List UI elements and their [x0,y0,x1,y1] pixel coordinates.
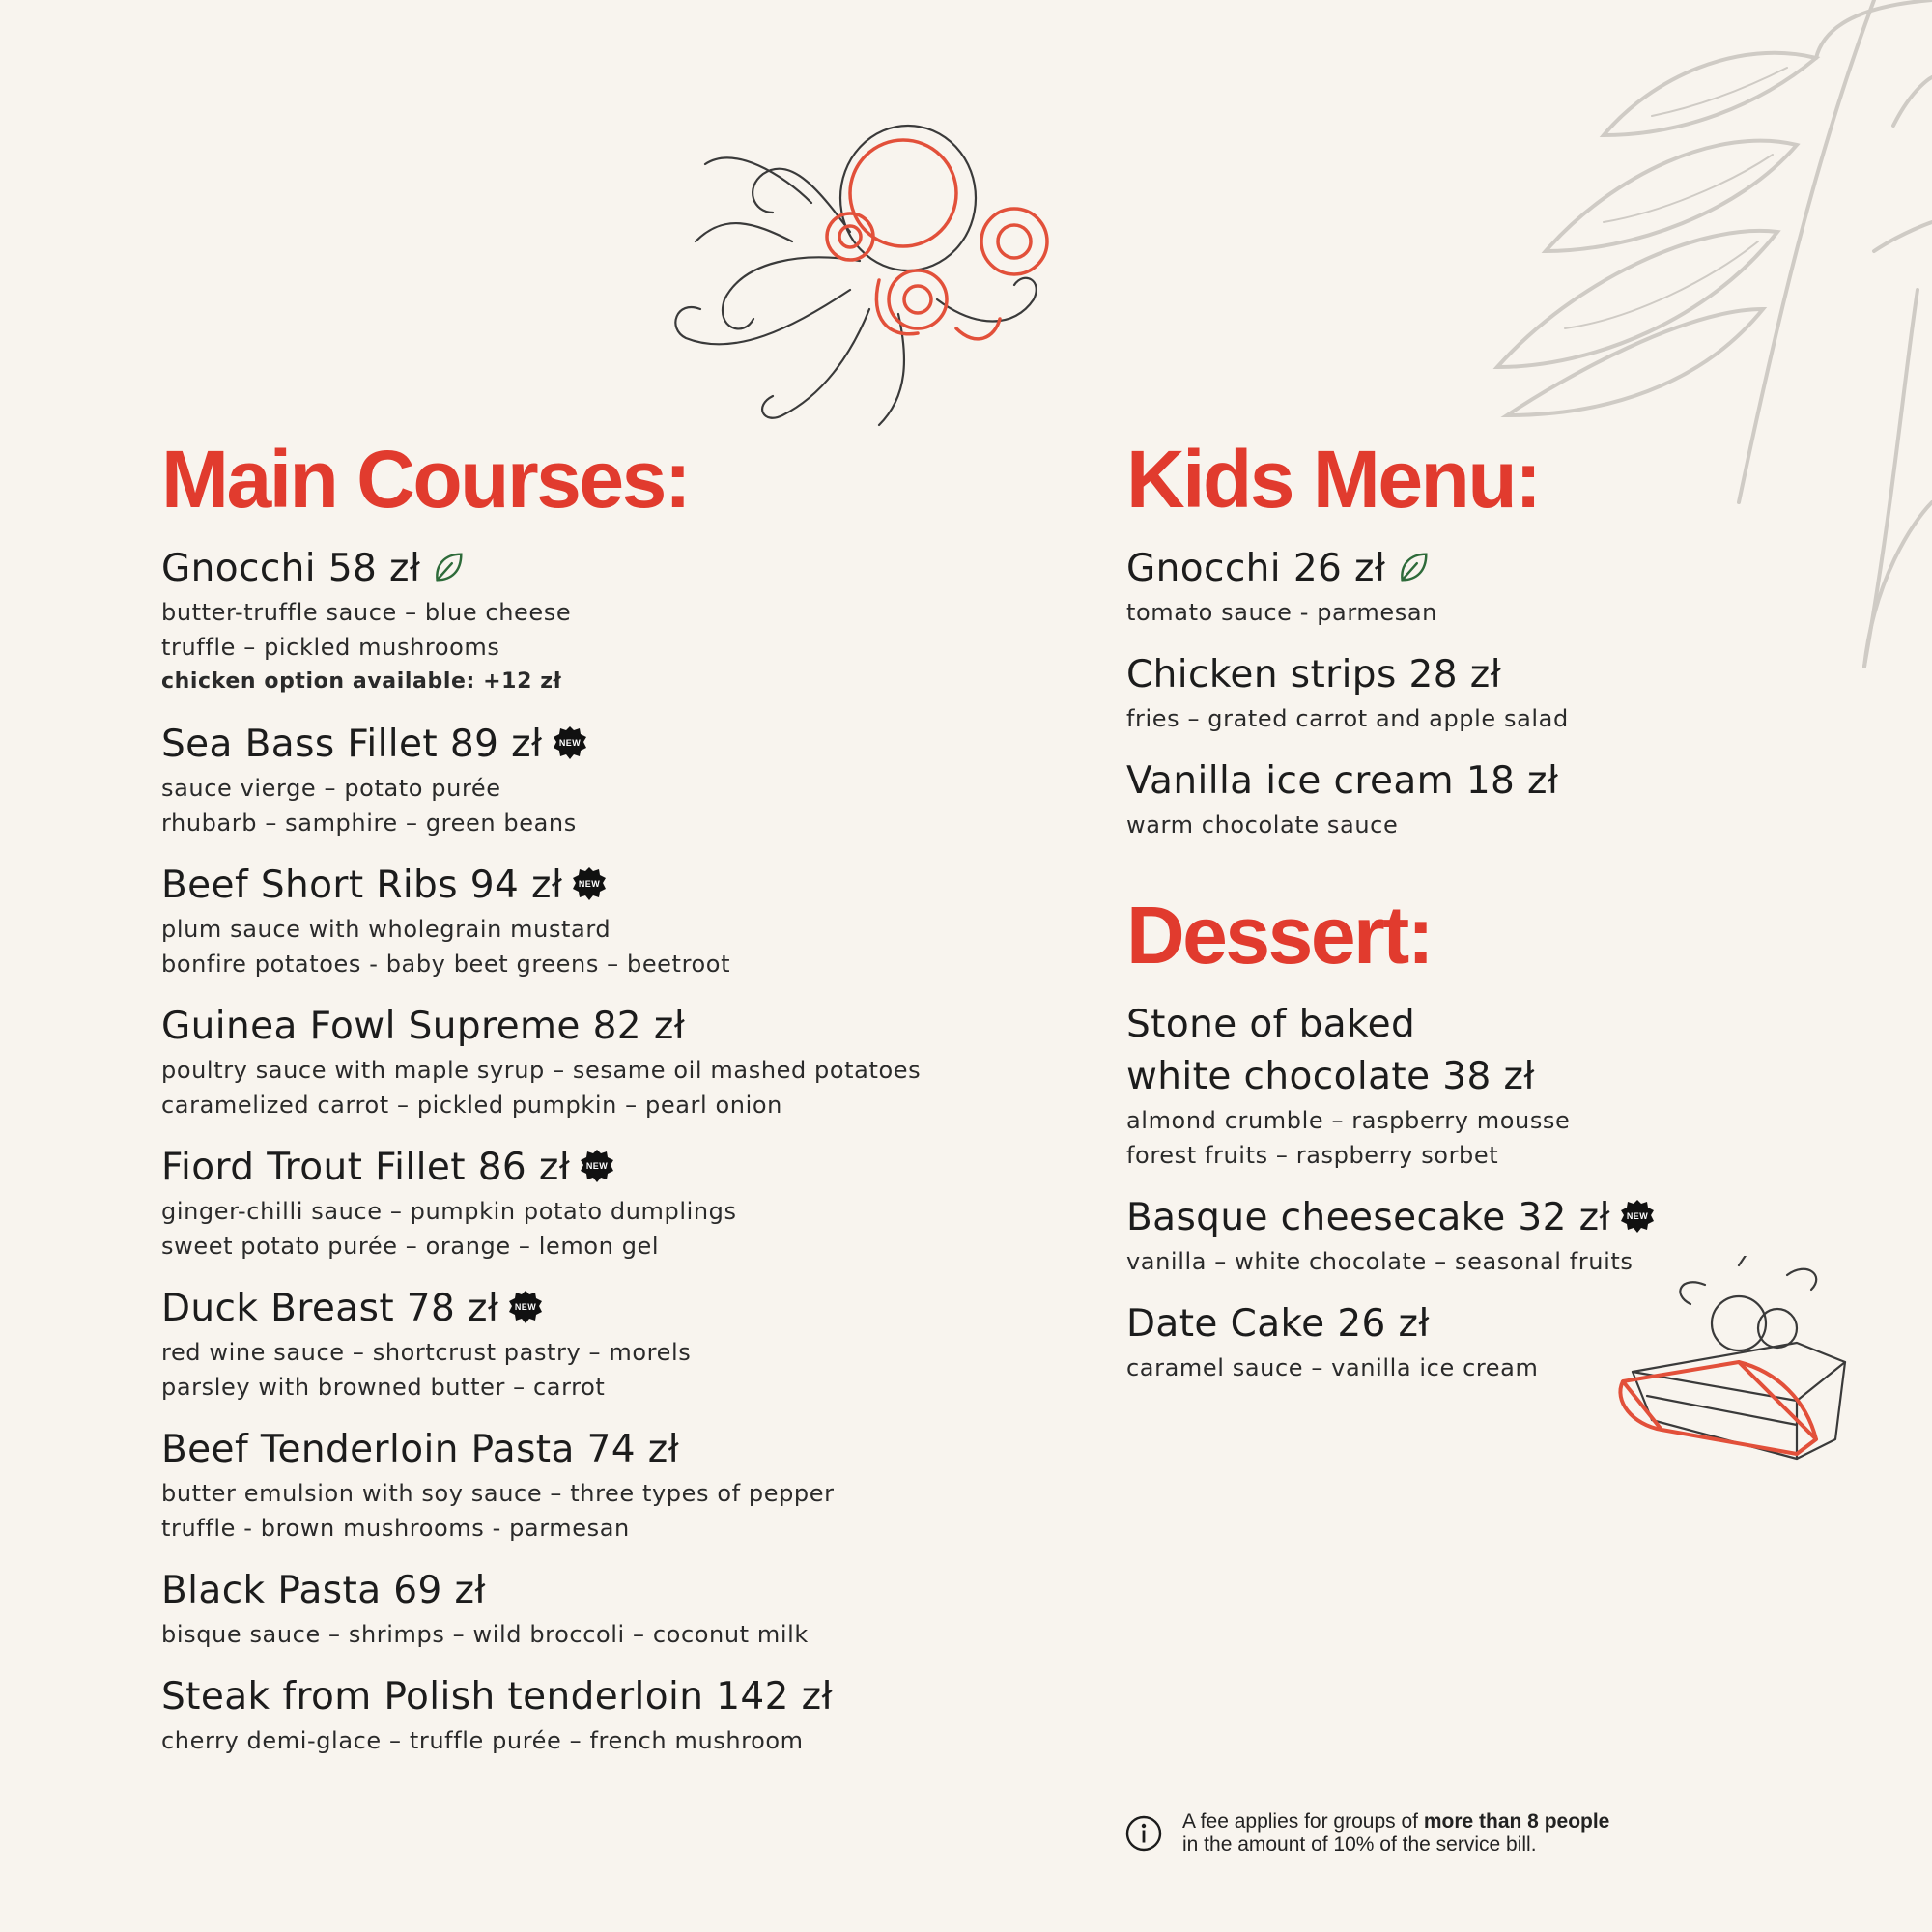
menu-item-sea-bass [161,719,1011,840]
main-courses-section [161,434,1011,1777]
item-name: white chocolate 38 zł [1126,1055,1535,1098]
new-badge-icon [508,1290,543,1324]
new-badge-label: NEW [586,1160,609,1171]
menu-item-beef-short-ribs [161,860,1011,981]
notice-part1: A fee applies for groups of [1182,1810,1424,1833]
item-description: bonfire potatoes - baby beet greens – beetroot [161,951,731,978]
menu-item-gnocchi [161,543,1011,699]
item-name: Duck Breast 78 zł [161,1287,499,1330]
item-name: Fiord Trout Fillet 86 zł [161,1146,571,1189]
kids-item-gnocchi [1126,543,1880,630]
item-name: Sea Bass Fillet 89 zł [161,723,543,766]
info-icon [1124,1814,1163,1853]
new-badge-label: NEW [1626,1210,1649,1221]
dessert-item-basque-cheesecake [1126,1192,1880,1279]
item-name: Guinea Fowl Supreme 82 zł [161,1005,686,1048]
group-fee-notice [1124,1810,1704,1857]
menu-item-black-pasta [161,1565,1011,1652]
item-description: sweet potato purée – orange – lemon gel [161,1233,660,1260]
item-description: poultry sauce with maple syrup – sesame oil mashed potatoes [161,1057,922,1084]
kids-item-vanilla-ice-cream [1126,755,1880,842]
notice-part2: in the amount of 10% of the service bill. [1182,1833,1537,1856]
item-description: caramelized carrot – pickled pumpkin – pearl onion [161,1092,782,1119]
new-badge-label: NEW [558,737,581,748]
item-description: almond crumble – raspberry mousse [1126,1107,1571,1134]
item-description: vanilla – white chocolate – seasonal fruits [1126,1248,1634,1275]
dessert-title: Dessert: [1126,890,1433,980]
octopus-illustration [628,106,1063,444]
item-description: butter emulsion with soy sauce – three types of pepper [161,1480,835,1507]
menu-item-steak [161,1671,1011,1758]
item-note: chicken option available: +12 zł [161,669,562,694]
item-description: cherry demi-glace – truffle purée – french mushroom [161,1727,804,1754]
item-name: Steak from Polish tenderloin 142 zł [161,1675,833,1719]
kids-item-chicken-strips [1126,649,1880,736]
notice-bold: more than 8 people [1423,1810,1610,1833]
new-badge-label: NEW [579,878,601,889]
item-name: Chicken strips 28 zł [1126,653,1502,696]
item-description: red wine sauce – shortcrust pastry – morels [161,1339,692,1366]
notice-text [1182,1810,1704,1857]
item-name: Stone of baked [1126,1003,1416,1046]
vegetarian-leaf-icon [430,549,467,585]
dessert-item-date-cake [1126,1298,1880,1385]
menu-item-fiord-trout [161,1142,1011,1264]
item-description: butter-truffle sauce – blue cheese [161,599,572,626]
item-name: Gnocchi 26 zł [1126,547,1386,590]
main-courses-title: Main Courses: [161,434,690,525]
item-description: truffle – pickled mushrooms [161,634,500,661]
item-description: plum sauce with wholegrain mustard [161,916,611,943]
menu-item-beef-tenderloin-pasta [161,1424,1011,1546]
item-name: Vanilla ice cream 18 zł [1126,759,1559,803]
item-description: forest fruits – raspberry sorbet [1126,1142,1499,1169]
item-description: caramel sauce – vanilla ice cream [1126,1354,1539,1381]
right-column [1126,434,1880,1405]
item-name: Black Pasta 69 zł [161,1569,486,1612]
item-description: warm chocolate sauce [1126,811,1399,838]
item-description: bisque sauce – shrimps – wild broccoli – coconut milk [161,1621,809,1648]
item-description: fries – grated carrot and apple salad [1126,705,1569,732]
menu-item-duck-breast [161,1283,1011,1405]
new-badge-label: NEW [515,1301,537,1312]
new-badge-icon [572,867,607,901]
item-description: tomato sauce - parmesan [1126,599,1437,626]
new-badge-icon [1620,1199,1655,1234]
item-name: Beef Short Ribs 94 zł [161,864,563,907]
item-description: sauce vierge – potato purée [161,775,501,802]
item-description: truffle - brown mushrooms - parmesan [161,1515,630,1542]
kids-menu-title: Kids Menu: [1126,434,1540,525]
item-description: ginger-chilli sauce – pumpkin potato dumplings [161,1198,737,1225]
item-description: parsley with browned butter – carrot [161,1374,606,1401]
new-badge-icon [580,1149,614,1183]
item-description: rhubarb – samphire – green beans [161,810,577,837]
item-name: Gnocchi 58 zł [161,547,421,590]
item-name: Beef Tenderloin Pasta 74 zł [161,1428,680,1471]
item-name: Basque cheesecake 32 zł [1126,1196,1611,1239]
menu-item-guinea-fowl [161,1001,1011,1122]
new-badge-icon [553,725,587,760]
dessert-item-white-chocolate [1126,999,1880,1173]
item-name: Date Cake 26 zł [1126,1302,1430,1346]
vegetarian-leaf-icon [1395,549,1432,585]
